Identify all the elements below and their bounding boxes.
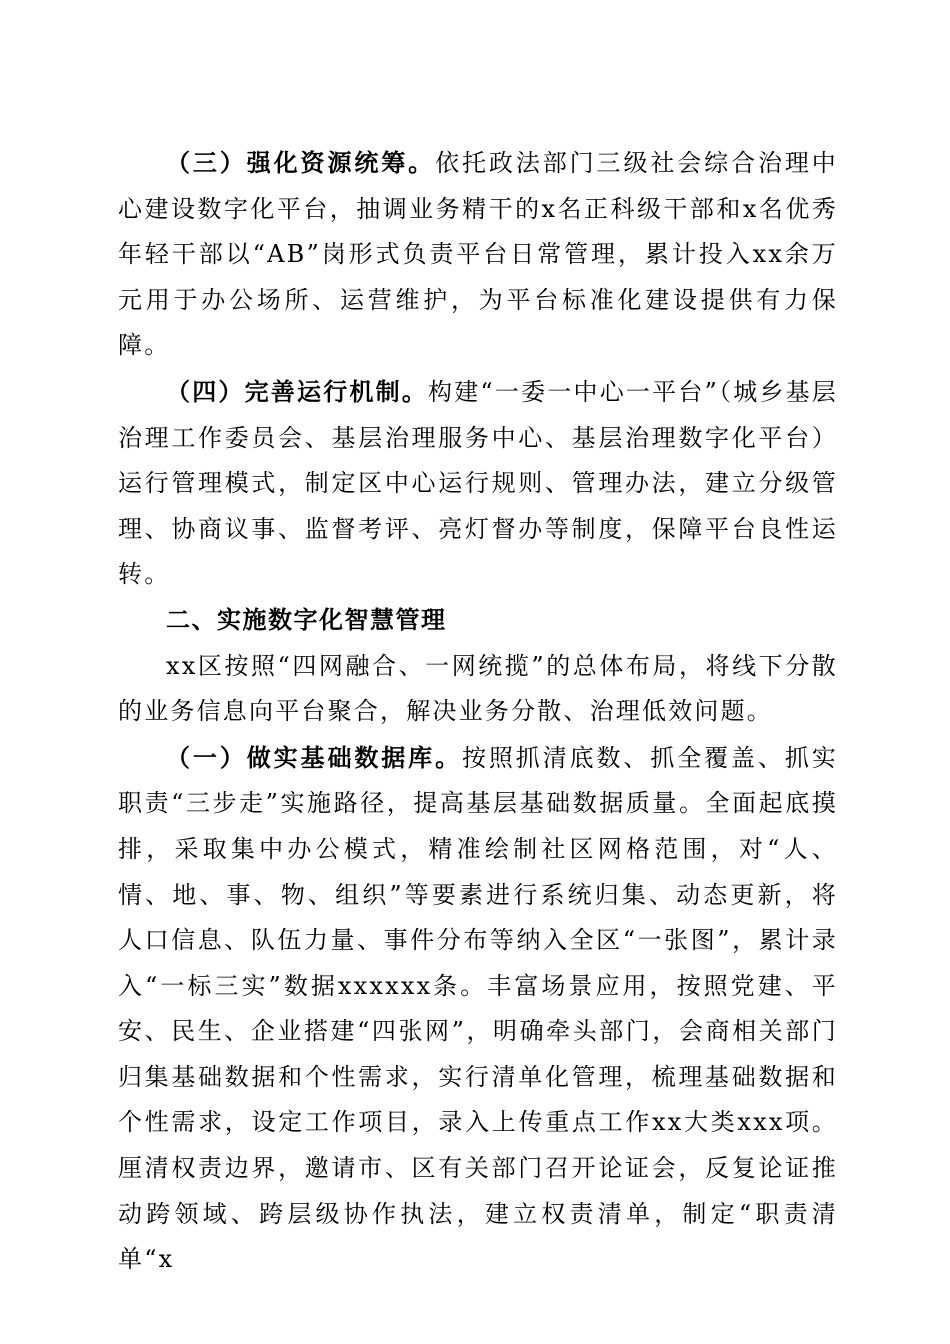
- paragraph-text: 依托政法部门三级社会综合治理中心建设数字化平台，抽调业务精干的x名正科级干部和x名优秀年轻干部以“AB”岗形式负责平台日常管理，累计投入xx余万元用于办公场所、运营维护，为平台标准化建设提供有力保障。: [118, 149, 839, 360]
- paragraph-operating-mechanism: [118, 369, 838, 598]
- paragraph-section-intro: [118, 644, 838, 735]
- paragraph-text: xx区按照“四网融合、一网统揽”的总体布局，将线下分散的业务信息向平台聚合，解决业务分散、治理低效问题。: [118, 651, 838, 726]
- paragraph-text: 按照抓清底数、抓全覆盖、抓实职责“三步走”实施路径，提高基层基础数据质量。全面起底摸排，采取集中办公模式，精准绘制社区网格范围，对“人、情、地、事、物、组织”等要素进行系统归集、动态更新，将人口信息、队伍力量、事件分布等纳入全区“一张图”，累计录入“一标三实”数据xxxxxx条。丰富场景应用，按照党建、平安、民生、企业搭建“四张网”，明确牵头部门，会商相关部门归集基础数据和个性需求，实行清单化管理，梳理基础数据和个性需求，设定工作项目，录入上传重点工作xx大类xxx项。厘清权责边界，邀请市、区有关部门召开论证会，反复论证推动跨领域、跨层级协作执法，建立权责清单，制定“职责清单“x: [118, 743, 838, 1274]
- paragraph-basic-database: [118, 735, 838, 1283]
- paragraph-lead: （三）强化资源统筹。: [166, 148, 436, 177]
- paragraph-text: 构建“一委一中心一平台”（城乡基层治理工作委员会、基层治理服务中心、基层治理数字化平台）运行管理模式，制定区中心运行规则、管理办法，建立分级管理、协商议事、监督考评、亮灯督办等制度，保障平台良性运转。: [118, 377, 838, 589]
- document-body: [118, 140, 838, 1283]
- paragraph-resource-coordination: [118, 140, 838, 369]
- section-heading-text: 二、实施数字化智慧管理: [166, 605, 447, 634]
- paragraph-lead: （一）做实基础数据库。: [166, 742, 462, 772]
- section-heading: [118, 598, 838, 644]
- paragraph-lead: （四）完善运行机制。: [166, 376, 429, 406]
